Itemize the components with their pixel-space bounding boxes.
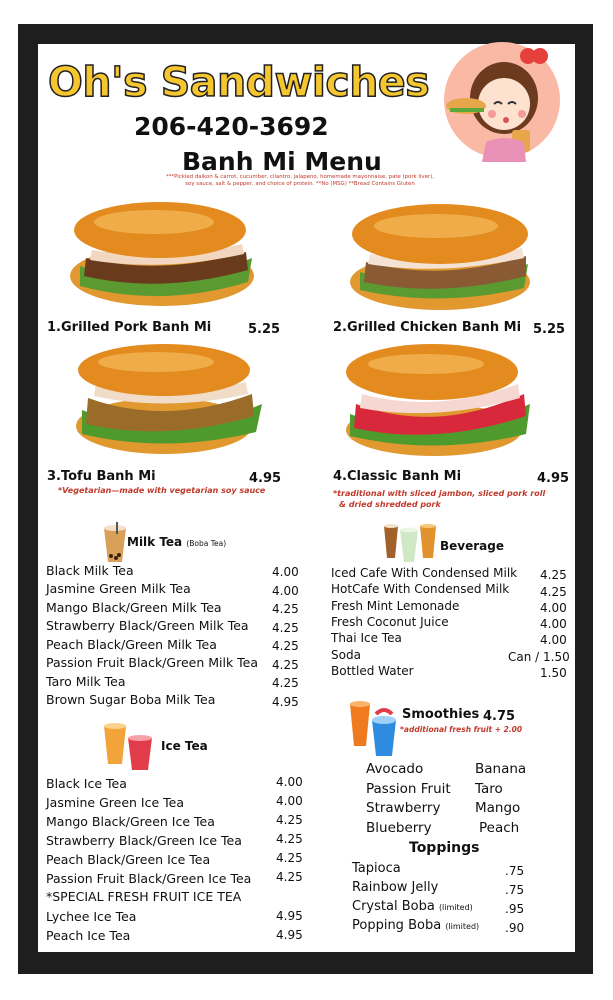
- menu-item-price: 4.25: [272, 658, 299, 672]
- milk-tea-subtitle: (Boba Tea): [186, 539, 227, 548]
- banh-mi-price: 5.25: [248, 322, 281, 337]
- menu-item-price: 4.25: [276, 813, 303, 827]
- phone-number: 206-420-3692: [134, 112, 329, 141]
- smoothie-flavor: Passion Fruit: [366, 781, 451, 797]
- menu-item-name: Fresh Mint Lemonade: [331, 599, 460, 613]
- menu-item-price: 4.25: [276, 851, 303, 865]
- menu-item-price: 4.00: [276, 794, 303, 808]
- menu-item-name: Bottled Water: [331, 664, 414, 678]
- menu-item-name: *SPECIAL FRESH FRUIT ICE TEA: [46, 889, 242, 904]
- menu-item-name: Strawberry Black/Green Milk Tea: [46, 618, 249, 633]
- grilled-chicken-banh-mi-image: [340, 198, 540, 318]
- smoothie-flavor: Avocado: [366, 761, 424, 777]
- smoothies-cups-icon: [346, 696, 400, 758]
- menu-item-name: Peach Black/Green Ice Tea: [46, 852, 211, 867]
- menu-title: Banh Mi Menu: [182, 147, 382, 176]
- banh-mi-note: *Vegetarian—made with vegetarian soy sauce: [58, 486, 266, 495]
- ingredients-note: [150, 174, 450, 188]
- menu-item-name: Peach Ice Tea: [46, 928, 131, 943]
- topping-price: .95: [505, 902, 525, 916]
- menu-item-name: Passion Fruit Black/Green Milk Tea: [46, 655, 259, 670]
- beverage-title: Beverage: [440, 539, 504, 553]
- banh-mi-note: *traditional with sliced jambon, sliced pork roll: [333, 489, 546, 498]
- smoothie-flavor: Taro: [475, 781, 503, 797]
- menu-item-price: 4.25: [272, 639, 299, 653]
- topping-price: .75: [505, 864, 525, 878]
- ice-tea-cup-icon: [100, 716, 156, 772]
- menu-item-name: Jasmine Green Milk Tea: [46, 581, 191, 596]
- menu-item-price: 4.00: [276, 775, 303, 789]
- menu-item-price: 4.25: [272, 602, 299, 616]
- menu-item-price: 4.95: [276, 928, 303, 942]
- menu-item-price: 4.95: [272, 695, 299, 709]
- menu-item-price: Can / 1.50: [508, 650, 570, 664]
- smoothie-flavor: Banana: [475, 761, 527, 777]
- menu-item-name: HotCafe With Condensed Milk: [331, 582, 510, 596]
- smoothies-title: Smoothies: [402, 707, 480, 722]
- menu-item-name: Passion Fruit Black/Green Ice Tea: [46, 871, 252, 886]
- ingredients-note-line: ***Pickled daikon & carrot, cucumber, cilantro, jalapeno, homemade mayonnaise, pate (pork liver),: [166, 174, 434, 180]
- tofu-banh-mi-image: [66, 340, 266, 460]
- menu-item-name: Thai Ice Tea: [331, 631, 402, 645]
- ingredients-note-line: soy sauce, salt & pepper, and choice of protein. **No (MSG) **Bread Contains Gluten: [185, 181, 415, 187]
- topping-price: .75: [505, 883, 525, 897]
- menu-item-price: 1.50: [540, 666, 567, 680]
- menu-item-name: Peach Black/Green Milk Tea: [46, 637, 217, 652]
- banh-mi-name: 3.Tofu Banh Mi: [47, 469, 156, 484]
- menu-item-price: 4.25: [276, 870, 303, 884]
- menu-item-price: 4.00: [540, 617, 567, 631]
- topping-label: Rainbow Jelly: [352, 880, 439, 895]
- menu-item-price: 4.25: [272, 621, 299, 635]
- topping-limited: (limited): [438, 903, 473, 912]
- ice-tea-title: Ice Tea: [161, 739, 208, 753]
- menu-item-price: 4.25: [272, 676, 299, 690]
- classic-banh-mi-image: [336, 342, 536, 462]
- smoothie-flavor: Strawberry: [366, 800, 441, 816]
- banh-mi-price: 4.95: [537, 471, 570, 486]
- menu-item-name: Lychee Ice Tea: [46, 909, 137, 924]
- brand-title: Oh's Sandwiches: [48, 58, 430, 106]
- topping-label: Crystal Boba: [352, 899, 435, 914]
- toppings-title: Toppings: [409, 840, 480, 856]
- menu-item-price: 4.00: [540, 633, 567, 647]
- banh-mi-name: 4.Classic Banh Mi: [333, 469, 462, 484]
- menu-item-price: 4.95: [276, 909, 303, 923]
- grilled-pork-banh-mi-image: [62, 196, 262, 316]
- menu-item-name: Mango Black/Green Milk Tea: [46, 600, 222, 615]
- menu-item-name: Taro Milk Tea: [46, 674, 126, 689]
- smoothie-flavor: Mango: [475, 800, 521, 816]
- topping-label: Tapioca: [352, 861, 401, 876]
- menu-item-name: Mango Black/Green Ice Tea: [46, 814, 215, 829]
- menu-item-price: 4.00: [272, 565, 299, 579]
- milk-tea-title-text: Milk Tea: [127, 535, 183, 549]
- banh-mi-name: 2.Grilled Chicken Banh Mi: [333, 320, 522, 335]
- menu-item-name: Iced Cafe With Condensed Milk: [331, 566, 518, 580]
- topping-name: [352, 899, 473, 914]
- menu-item-price: 4.25: [540, 585, 567, 599]
- menu-item-price: 4.25: [276, 832, 303, 846]
- menu-item-name: Jasmine Green Ice Tea: [46, 795, 185, 810]
- topping-name: [352, 880, 438, 895]
- smoothies-price: 4.75: [483, 709, 516, 724]
- smoothie-flavor: Peach: [479, 820, 520, 836]
- menu-item-name: Black Ice Tea: [46, 776, 127, 791]
- topping-name: [352, 918, 479, 933]
- menu-item-price: 4.00: [272, 584, 299, 598]
- banh-mi-name: 1.Grilled Pork Banh Mi: [47, 320, 212, 335]
- beverage-cups-icon: [382, 520, 440, 564]
- topping-price: .90: [505, 921, 525, 935]
- smoothies-note: *additional fresh fruit + 2.00: [400, 725, 523, 734]
- topping-label: Popping Boba: [352, 918, 442, 933]
- menu-item-price: 4.25: [540, 568, 567, 582]
- banh-mi-note: & dried shredded pork: [339, 500, 441, 509]
- banh-mi-price: 4.95: [249, 471, 282, 486]
- smoothie-flavor: Blueberry: [366, 820, 432, 836]
- menu-item-price: 4.00: [540, 601, 567, 615]
- mascot-logo: [442, 38, 562, 163]
- topping-limited: (limited): [445, 922, 480, 931]
- menu-item-name: Fresh Coconut Juice: [331, 615, 449, 629]
- menu-item-name: Strawberry Black/Green Ice Tea: [46, 833, 242, 848]
- milk-tea-title: [127, 535, 226, 549]
- banh-mi-price: 5.25: [533, 322, 566, 337]
- menu-item-name: Brown Sugar Boba Milk Tea: [46, 692, 216, 707]
- topping-name: [352, 861, 401, 876]
- menu-item-name: Soda: [331, 648, 361, 662]
- menu-item-name: Black Milk Tea: [46, 563, 134, 578]
